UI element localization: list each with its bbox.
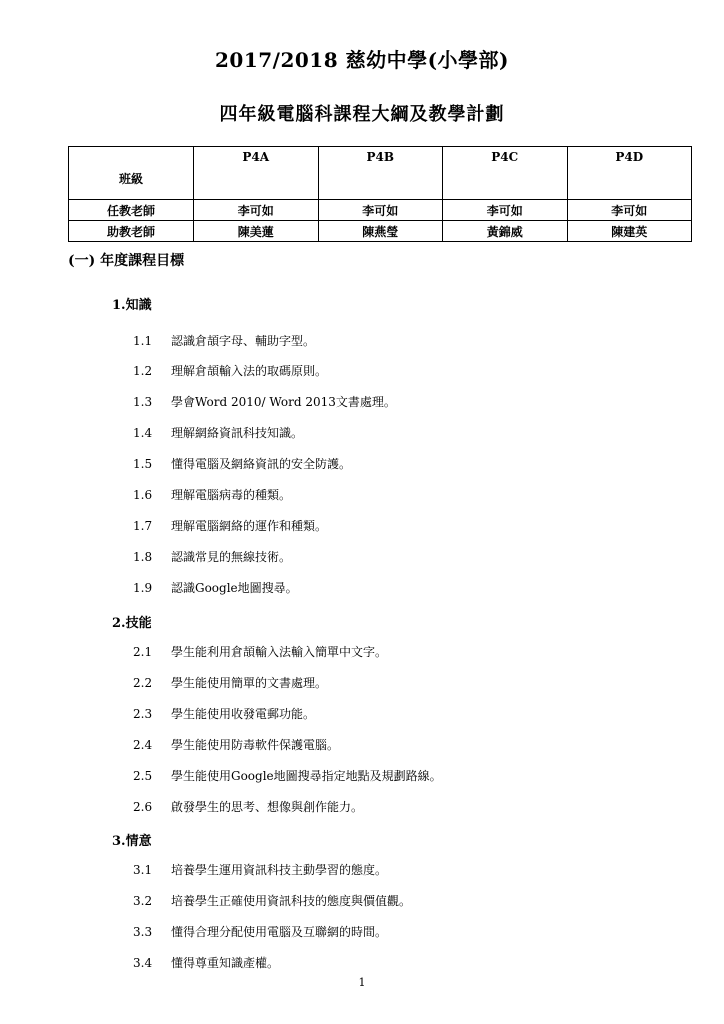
list-item — [133, 486, 291, 503]
class-cell-p4b: P4B — [318, 147, 443, 200]
item-number: 3.4 — [133, 956, 153, 970]
list-item — [133, 923, 387, 940]
list-item — [133, 861, 387, 878]
table-header-row — [69, 147, 692, 200]
item-text: 理解電腦病毒的種類。 — [171, 488, 292, 502]
item-text: 懂得尊重知識產權。 — [171, 956, 280, 970]
list-item — [133, 517, 327, 534]
teacher-cell: 李可如 — [443, 200, 568, 221]
list-item — [133, 767, 442, 784]
item-text: 學會Word 2010/ Word 2013文書處理。 — [171, 395, 396, 409]
list-item — [133, 579, 298, 596]
class-label-cell: 班級 — [69, 147, 194, 200]
item-text: 懂得電腦及網絡資訊的安全防護。 — [171, 457, 352, 471]
teacher-cell: 李可如 — [194, 200, 319, 221]
item-text: 學生能使用收發電郵功能。 — [171, 707, 316, 721]
list-item — [133, 736, 339, 753]
item-number: 1.8 — [133, 550, 153, 564]
list-item — [133, 954, 279, 971]
class-cell-p4a: P4A — [194, 147, 319, 200]
item-number: 3.3 — [133, 925, 153, 939]
list-item — [133, 892, 411, 909]
class-cell-p4c: P4C — [443, 147, 568, 200]
list-item — [133, 424, 303, 441]
item-number: 2.2 — [133, 676, 153, 690]
item-number: 1.1 — [133, 334, 153, 348]
item-text: 學生能使用Google地圖搜尋指定地點及規劃路線。 — [171, 769, 442, 783]
assistant-cell: 陳建英 — [567, 221, 692, 242]
item-text: 認識倉頡字母、輔助字型。 — [171, 334, 316, 348]
category-heading-attitude: 3.情意 — [112, 834, 152, 849]
item-number: 1.5 — [133, 457, 153, 471]
item-text: 學生能利用倉頡輸入法輸入簡單中文字。 — [171, 645, 388, 659]
list-item — [133, 674, 327, 691]
item-text: 理解倉頡輸入法的取碼原則。 — [171, 364, 328, 378]
item-number: 1.9 — [133, 581, 153, 595]
list-item — [133, 393, 396, 410]
teacher-cell: 李可如 — [567, 200, 692, 221]
page-subtitle: 四年級電腦科課程大綱及教學計劃 — [219, 104, 505, 125]
item-text: 認識常見的無線技術。 — [171, 550, 292, 564]
row-label-cell: 助教老師 — [69, 221, 194, 242]
item-text: 理解電腦網絡的運作和種類。 — [171, 519, 328, 533]
teacher-cell: 李可如 — [318, 200, 443, 221]
item-number: 2.5 — [133, 769, 153, 783]
row-label-cell: 任教老師 — [69, 200, 194, 221]
assistant-cell: 黃錦威 — [443, 221, 568, 242]
list-item — [133, 798, 363, 815]
item-text: 懂得合理分配使用電腦及互聯網的時間。 — [171, 925, 388, 939]
item-number: 2.1 — [133, 645, 153, 659]
assistant-cell: 陳燕瑩 — [318, 221, 443, 242]
item-text: 學生能使用簡單的文書處理。 — [171, 676, 328, 690]
item-number: 2.3 — [133, 707, 153, 721]
item-number: 1.4 — [133, 426, 153, 440]
item-text: 培養學生正確使用資訊科技的態度與價值觀。 — [171, 894, 412, 908]
item-number: 2.6 — [133, 800, 153, 814]
item-number: 3.2 — [133, 894, 153, 908]
item-number: 2.4 — [133, 738, 153, 752]
table-row — [69, 200, 692, 221]
item-number: 3.1 — [133, 863, 153, 877]
item-text: 認識Google地圖搜尋。 — [171, 581, 298, 595]
list-item — [133, 362, 327, 379]
list-item — [133, 643, 387, 660]
list-item — [133, 332, 315, 349]
category-heading-knowledge: 1.知識 — [112, 298, 152, 313]
page-title: 2017/2018 慈幼中學(小學部) — [214, 48, 510, 72]
list-item — [133, 455, 351, 472]
assistant-cell: 陳美蓮 — [194, 221, 319, 242]
section-heading: (一) 年度課程目標 — [68, 253, 185, 269]
page-number: 1 — [358, 976, 366, 989]
item-text: 培養學生運用資訊科技主動學習的態度。 — [171, 863, 388, 877]
class-table — [68, 146, 692, 242]
class-cell-p4d: P4D — [567, 147, 692, 200]
item-text: 理解網絡資訊科技知識。 — [171, 426, 304, 440]
table-row — [69, 221, 692, 242]
item-number: 1.2 — [133, 364, 153, 378]
list-item — [133, 705, 315, 722]
list-item — [133, 548, 291, 565]
item-number: 1.6 — [133, 488, 153, 502]
item-number: 1.7 — [133, 519, 153, 533]
item-text: 學生能使用防毒軟件保護電腦。 — [171, 738, 340, 752]
category-heading-skills: 2.技能 — [112, 616, 152, 631]
item-number: 1.3 — [133, 395, 153, 409]
item-text: 啟發學生的思考、想像與創作能力。 — [171, 800, 364, 814]
